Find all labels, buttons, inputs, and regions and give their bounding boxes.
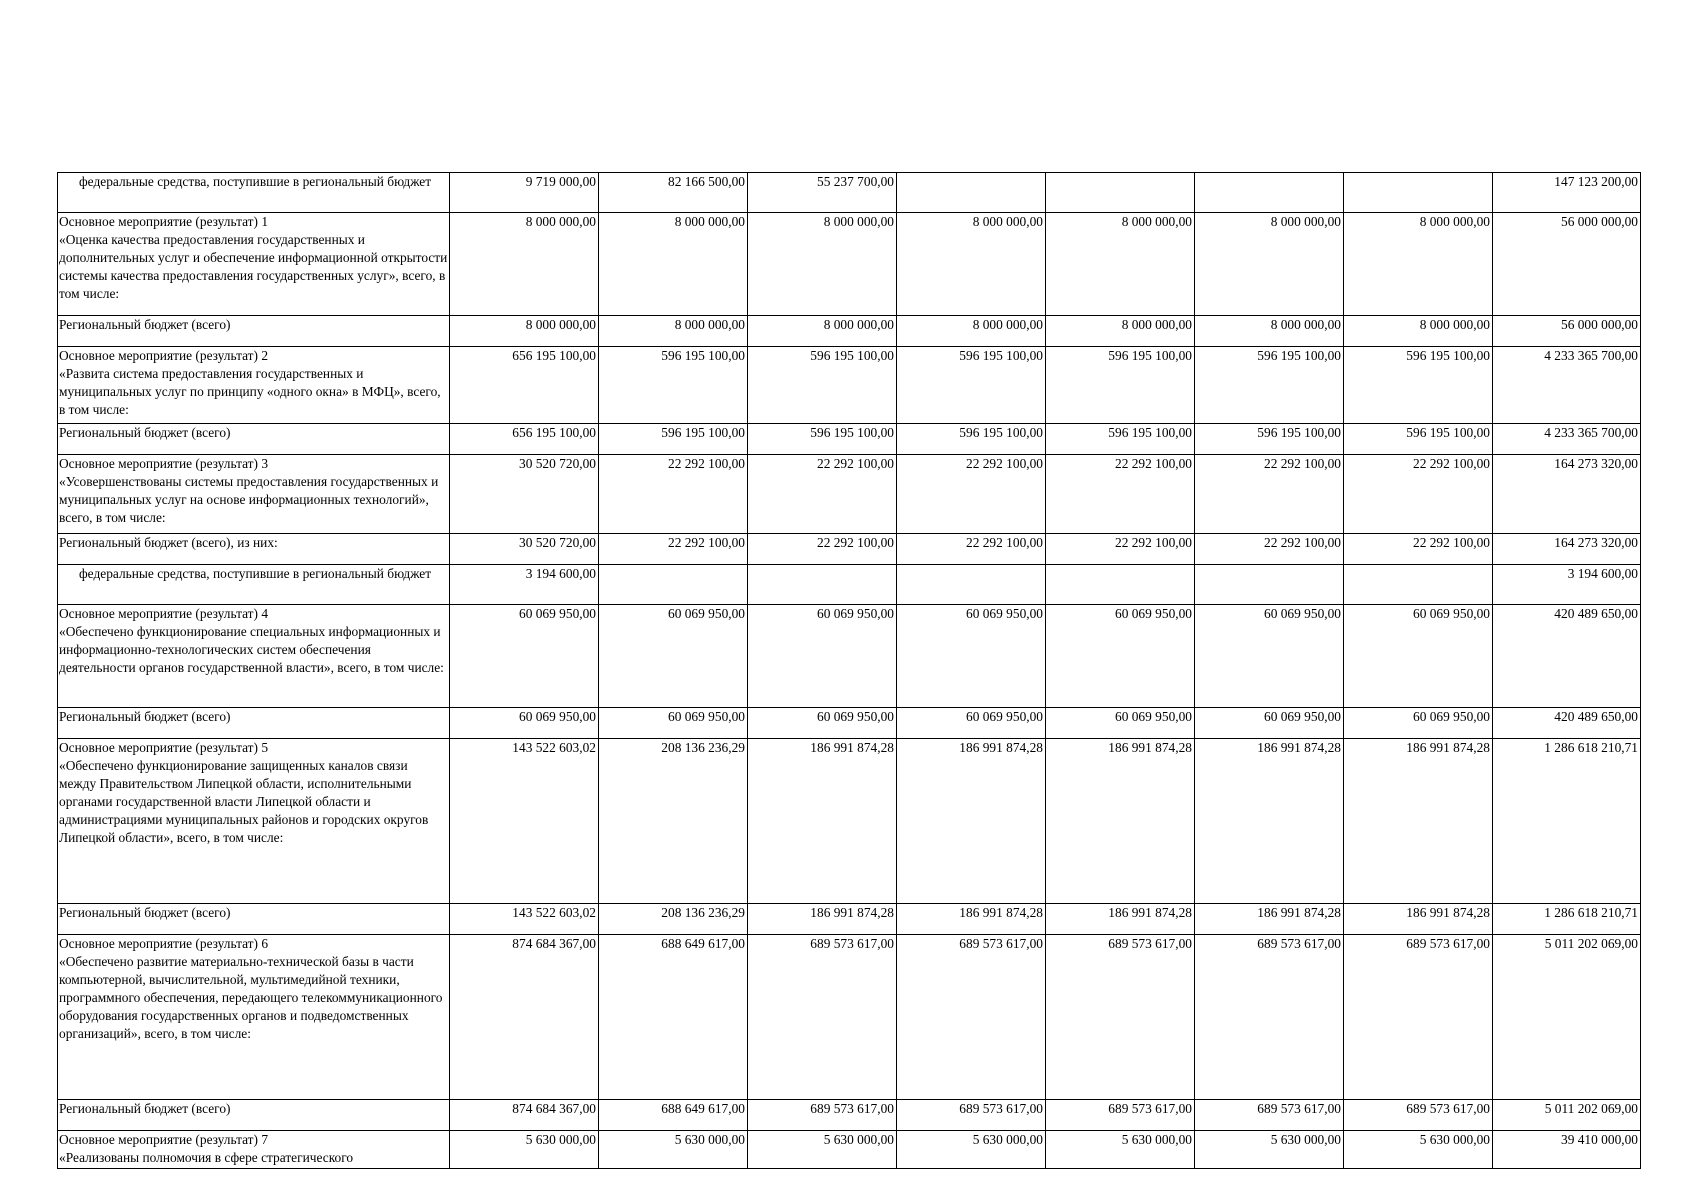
value-cell: 60 069 950,00	[1046, 605, 1195, 708]
value-cell: 60 069 950,00	[450, 708, 599, 739]
value-cell: 596 195 100,00	[1046, 424, 1195, 455]
value-cell: 60 069 950,00	[1195, 708, 1344, 739]
value-cell: 1 286 618 210,71	[1493, 904, 1641, 935]
row-label: Основное мероприятие (результат) 1 «Оценка качества предоставления государственных и дополнительных услуг и обеспечение информационной открытости системы качества предоставления государственных услуг», всего, в том числе:	[58, 213, 450, 316]
value-cell: 8 000 000,00	[1046, 316, 1195, 347]
value-cell: 186 991 874,28	[897, 904, 1046, 935]
value-cell	[897, 565, 1046, 605]
table-row	[58, 347, 1641, 424]
value-cell: 8 000 000,00	[1344, 213, 1493, 316]
table-row	[58, 935, 1641, 1100]
table-row	[58, 904, 1641, 935]
value-cell: 874 684 367,00	[450, 1100, 599, 1131]
row-label: Региональный бюджет (всего), из них:	[58, 534, 450, 565]
value-cell: 874 684 367,00	[450, 935, 599, 1100]
value-cell: 60 069 950,00	[748, 605, 897, 708]
value-cell: 186 991 874,28	[1046, 739, 1195, 904]
table-row	[58, 455, 1641, 534]
value-cell: 596 195 100,00	[897, 424, 1046, 455]
table-row	[58, 213, 1641, 316]
value-cell: 22 292 100,00	[1046, 534, 1195, 565]
value-cell	[599, 565, 748, 605]
value-cell	[748, 565, 897, 605]
value-cell	[1344, 173, 1493, 213]
value-cell: 22 292 100,00	[748, 455, 897, 534]
value-cell: 30 520 720,00	[450, 455, 599, 534]
value-cell: 689 573 617,00	[1046, 1100, 1195, 1131]
value-cell: 8 000 000,00	[1344, 316, 1493, 347]
value-cell: 596 195 100,00	[599, 424, 748, 455]
row-label: Региональный бюджет (всего)	[58, 1100, 450, 1131]
value-cell: 22 292 100,00	[599, 455, 748, 534]
value-cell: 656 195 100,00	[450, 347, 599, 424]
value-cell: 22 292 100,00	[1195, 455, 1344, 534]
value-cell: 22 292 100,00	[599, 534, 748, 565]
value-cell: 60 069 950,00	[1344, 605, 1493, 708]
value-cell: 22 292 100,00	[748, 534, 897, 565]
value-cell: 8 000 000,00	[450, 213, 599, 316]
value-cell: 596 195 100,00	[1195, 424, 1344, 455]
value-cell: 22 292 100,00	[1344, 534, 1493, 565]
value-cell: 8 000 000,00	[897, 316, 1046, 347]
value-cell: 688 649 617,00	[599, 1100, 748, 1131]
value-cell: 689 573 617,00	[748, 935, 897, 1100]
table-row	[58, 316, 1641, 347]
value-cell: 596 195 100,00	[897, 347, 1046, 424]
value-cell	[1344, 565, 1493, 605]
value-cell: 22 292 100,00	[897, 455, 1046, 534]
value-cell: 596 195 100,00	[1344, 424, 1493, 455]
value-cell: 9 719 000,00	[450, 173, 599, 213]
value-cell: 55 237 700,00	[748, 173, 897, 213]
value-cell: 147 123 200,00	[1493, 173, 1641, 213]
value-cell: 8 000 000,00	[1195, 213, 1344, 316]
table-row	[58, 534, 1641, 565]
value-cell: 186 991 874,28	[1046, 904, 1195, 935]
value-cell: 22 292 100,00	[1195, 534, 1344, 565]
row-label: Основное мероприятие (результат) 5 «Обеспечено функционирование защищенных каналов связи между Правительством Липецкой области, исполнительными органами государственной власти Липецкой области и администрациями муниципальных районов и городских округов Липецкой области», всего, в том числе:	[58, 739, 450, 904]
row-label: Основное мероприятие (результат) 6 «Обеспечено развитие материально-технической базы в части компьютерной, вычислительной, мультимедийной техники, программного обеспечения, передающего телекоммуникационного оборудования государственных органов и подведомственных организаций», всего, в том числе:	[58, 935, 450, 1100]
value-cell: 8 000 000,00	[748, 316, 897, 347]
value-cell	[1195, 173, 1344, 213]
value-cell: 596 195 100,00	[1046, 347, 1195, 424]
value-cell: 186 991 874,28	[1195, 904, 1344, 935]
value-cell: 186 991 874,28	[748, 904, 897, 935]
value-cell: 56 000 000,00	[1493, 316, 1641, 347]
value-cell: 596 195 100,00	[1344, 347, 1493, 424]
row-label: Основное мероприятие (результат) 4 «Обеспечено функционирование специальных информационных и информационно-технологических систем обеспечения деятельности органов государственной власти», всего, в том числе:	[58, 605, 450, 708]
table-body	[58, 173, 1641, 1169]
value-cell: 689 573 617,00	[1344, 1100, 1493, 1131]
value-cell: 596 195 100,00	[599, 347, 748, 424]
value-cell: 60 069 950,00	[1344, 708, 1493, 739]
value-cell: 60 069 950,00	[897, 605, 1046, 708]
table-row	[58, 605, 1641, 708]
value-cell	[1195, 565, 1344, 605]
value-cell: 5 630 000,00	[748, 1131, 897, 1169]
value-cell: 60 069 950,00	[1195, 605, 1344, 708]
value-cell: 8 000 000,00	[599, 316, 748, 347]
value-cell: 8 000 000,00	[748, 213, 897, 316]
value-cell: 164 273 320,00	[1493, 455, 1641, 534]
value-cell: 186 991 874,28	[1344, 739, 1493, 904]
value-cell: 5 630 000,00	[1195, 1131, 1344, 1169]
table-row	[58, 708, 1641, 739]
value-cell: 596 195 100,00	[748, 347, 897, 424]
value-cell: 56 000 000,00	[1493, 213, 1641, 316]
value-cell: 420 489 650,00	[1493, 605, 1641, 708]
value-cell: 689 573 617,00	[1344, 935, 1493, 1100]
row-label: Основное мероприятие (результат) 2 «Развита система предоставления государственных и муниципальных услуг по принципу «одного окна» в МФЦ», всего, в том числе:	[58, 347, 450, 424]
value-cell: 164 273 320,00	[1493, 534, 1641, 565]
table-row	[58, 739, 1641, 904]
value-cell: 22 292 100,00	[897, 534, 1046, 565]
value-cell: 8 000 000,00	[599, 213, 748, 316]
value-cell: 39 410 000,00	[1493, 1131, 1641, 1169]
budget-table	[57, 172, 1641, 1169]
value-cell: 5 011 202 069,00	[1493, 935, 1641, 1100]
value-cell: 689 573 617,00	[1195, 1100, 1344, 1131]
value-cell: 5 630 000,00	[1344, 1131, 1493, 1169]
value-cell: 656 195 100,00	[450, 424, 599, 455]
row-label: Региональный бюджет (всего)	[58, 708, 450, 739]
value-cell: 8 000 000,00	[1195, 316, 1344, 347]
value-cell: 5 630 000,00	[599, 1131, 748, 1169]
value-cell: 689 573 617,00	[897, 935, 1046, 1100]
value-cell: 208 136 236,29	[599, 739, 748, 904]
table-row	[58, 1131, 1641, 1169]
row-label: федеральные средства, поступившие в региональный бюджет	[58, 565, 450, 605]
value-cell: 4 233 365 700,00	[1493, 347, 1641, 424]
value-cell: 4 233 365 700,00	[1493, 424, 1641, 455]
value-cell: 689 573 617,00	[897, 1100, 1046, 1131]
value-cell: 8 000 000,00	[897, 213, 1046, 316]
value-cell: 5 630 000,00	[1046, 1131, 1195, 1169]
value-cell: 596 195 100,00	[748, 424, 897, 455]
row-label: федеральные средства, поступившие в региональный бюджет	[58, 173, 450, 213]
value-cell: 208 136 236,29	[599, 904, 748, 935]
row-label: Основное мероприятие (результат) 3 «Усовершенствованы системы предоставления государственных и муниципальных услуг на основе информационных технологий», всего, в том числе:	[58, 455, 450, 534]
row-label: Региональный бюджет (всего)	[58, 904, 450, 935]
value-cell: 689 573 617,00	[1046, 935, 1195, 1100]
value-cell: 186 991 874,28	[1344, 904, 1493, 935]
value-cell: 22 292 100,00	[1046, 455, 1195, 534]
table-row	[58, 424, 1641, 455]
value-cell: 143 522 603,02	[450, 739, 599, 904]
value-cell: 30 520 720,00	[450, 534, 599, 565]
value-cell: 60 069 950,00	[748, 708, 897, 739]
value-cell: 60 069 950,00	[450, 605, 599, 708]
value-cell: 60 069 950,00	[599, 708, 748, 739]
value-cell: 5 630 000,00	[897, 1131, 1046, 1169]
table-row	[58, 565, 1641, 605]
value-cell: 60 069 950,00	[1046, 708, 1195, 739]
value-cell: 689 573 617,00	[1195, 935, 1344, 1100]
value-cell: 596 195 100,00	[1195, 347, 1344, 424]
value-cell: 420 489 650,00	[1493, 708, 1641, 739]
value-cell	[1046, 565, 1195, 605]
value-cell: 689 573 617,00	[748, 1100, 897, 1131]
value-cell: 8 000 000,00	[450, 316, 599, 347]
table-row	[58, 173, 1641, 213]
value-cell: 8 000 000,00	[1046, 213, 1195, 316]
row-label: Региональный бюджет (всего)	[58, 424, 450, 455]
value-cell: 22 292 100,00	[1344, 455, 1493, 534]
value-cell: 3 194 600,00	[1493, 565, 1641, 605]
value-cell: 186 991 874,28	[748, 739, 897, 904]
value-cell: 5 630 000,00	[450, 1131, 599, 1169]
table-row	[58, 1100, 1641, 1131]
value-cell	[897, 173, 1046, 213]
value-cell: 143 522 603,02	[450, 904, 599, 935]
value-cell: 5 011 202 069,00	[1493, 1100, 1641, 1131]
value-cell: 3 194 600,00	[450, 565, 599, 605]
value-cell	[1046, 173, 1195, 213]
value-cell: 186 991 874,28	[1195, 739, 1344, 904]
value-cell: 688 649 617,00	[599, 935, 748, 1100]
row-label: Региональный бюджет (всего)	[58, 316, 450, 347]
row-label: Основное мероприятие (результат) 7 «Реализованы полномочия в сфере стратегического	[58, 1131, 450, 1169]
value-cell: 186 991 874,28	[897, 739, 1046, 904]
value-cell: 60 069 950,00	[897, 708, 1046, 739]
value-cell: 82 166 500,00	[599, 173, 748, 213]
value-cell: 60 069 950,00	[599, 605, 748, 708]
value-cell: 1 286 618 210,71	[1493, 739, 1641, 904]
